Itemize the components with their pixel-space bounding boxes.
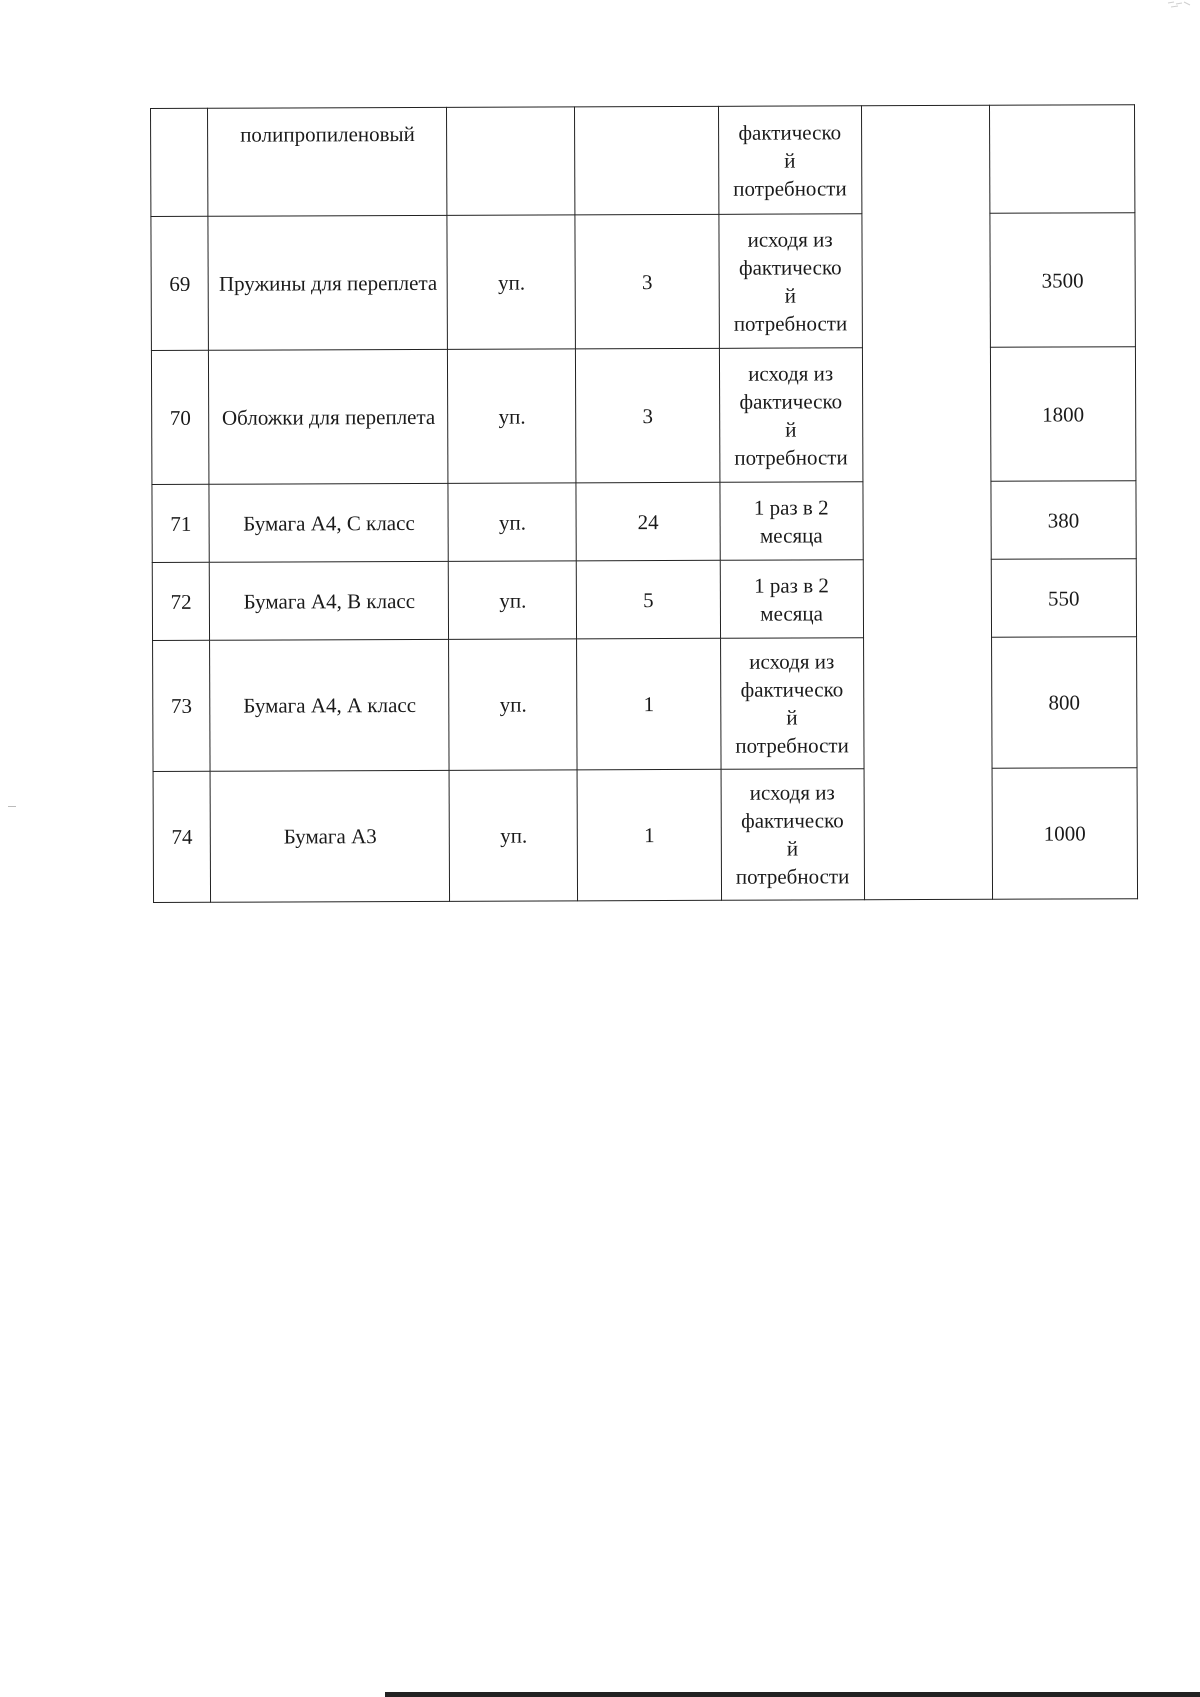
cell-merged-empty xyxy=(861,105,992,899)
cell-qty xyxy=(575,106,719,215)
frequency-line: й xyxy=(784,283,797,308)
frequency-line: 1 раз в 2 xyxy=(753,494,829,520)
frequency-line: й xyxy=(785,417,797,442)
cell-price: 800 xyxy=(991,637,1137,769)
cell-frequency xyxy=(719,348,863,483)
cell-name: Пружины для переплета xyxy=(208,215,447,350)
cell-name: Бумага А3 xyxy=(211,770,450,902)
frequency-line: потребности xyxy=(733,310,848,336)
cell-qty: 24 xyxy=(576,482,719,561)
cell-unit: уп. xyxy=(448,483,576,561)
cell-frequency xyxy=(721,769,865,901)
cell-unit xyxy=(447,107,575,215)
cell-name: Бумага А4, В класс xyxy=(210,561,449,640)
scan-artifact-mark xyxy=(1166,0,1194,10)
cell-price: 3500 xyxy=(990,213,1136,348)
frequency-line: исходя из xyxy=(748,360,834,386)
cell-qty: 5 xyxy=(577,560,720,639)
cell-num: 69 xyxy=(151,216,209,350)
frequency-line: потребности xyxy=(734,444,848,470)
cell-num: 71 xyxy=(152,484,210,562)
frequency-line: фактическо xyxy=(738,254,842,280)
table-row-continuation xyxy=(151,105,1135,217)
cell-num xyxy=(151,108,209,216)
cell-price: 1800 xyxy=(990,347,1136,482)
frequency-line: фактическо xyxy=(741,808,844,833)
cell-unit: уп. xyxy=(448,349,577,483)
cell-frequency xyxy=(720,482,863,561)
supply-table xyxy=(150,104,1138,903)
cell-num: 70 xyxy=(151,350,209,484)
frequency-line: фактическо xyxy=(740,677,844,702)
frequency-line: фактическо xyxy=(739,388,843,414)
frequency-line: потребности xyxy=(735,864,850,889)
frequency-line: месяца xyxy=(760,600,823,626)
cell-qty: 1 xyxy=(577,638,721,770)
cell-name: Бумага А4, С класс xyxy=(209,483,448,562)
cell-unit: уп. xyxy=(447,215,576,349)
frequency-line: й xyxy=(786,705,798,730)
cell-qty: 1 xyxy=(577,769,721,901)
frequency-line: исходя из xyxy=(749,649,835,674)
cell-frequency xyxy=(720,560,863,639)
scan-bottom-edge xyxy=(385,1692,1200,1697)
cell-qty: 3 xyxy=(575,214,719,349)
cell-num: 72 xyxy=(152,562,210,640)
cell-num: 74 xyxy=(153,771,211,902)
frequency-line: исходя из xyxy=(747,226,833,252)
cell-price: 380 xyxy=(991,481,1137,560)
cell-num: 73 xyxy=(153,640,211,771)
margin-dash xyxy=(8,806,16,807)
frequency-line: исходя из xyxy=(749,780,835,805)
cell-price: 1000 xyxy=(992,768,1138,900)
cell-unit: уп. xyxy=(449,639,578,770)
cell-price xyxy=(989,105,1135,214)
frequency-line: й xyxy=(786,836,799,861)
cell-name: Бумага А4, А класс xyxy=(210,639,449,771)
frequency-line: фактическо xyxy=(738,120,842,145)
cell-unit: уп. xyxy=(449,561,577,639)
frequency-line: потребности xyxy=(733,176,847,201)
frequency-line: 1 раз в 2 xyxy=(754,572,829,598)
cell-name: полипропиленовый xyxy=(208,107,447,216)
cell-unit: уп. xyxy=(449,770,578,901)
cell-name: Обложки для переплета xyxy=(209,349,448,484)
cell-frequency xyxy=(718,214,862,349)
frequency-line: потребности xyxy=(735,733,849,758)
cell-qty: 3 xyxy=(576,348,720,483)
frequency-line: й xyxy=(784,148,796,173)
cell-price: 550 xyxy=(991,559,1137,638)
cell-frequency xyxy=(718,106,862,215)
frequency-line: месяца xyxy=(759,522,823,548)
cell-frequency xyxy=(720,638,864,770)
